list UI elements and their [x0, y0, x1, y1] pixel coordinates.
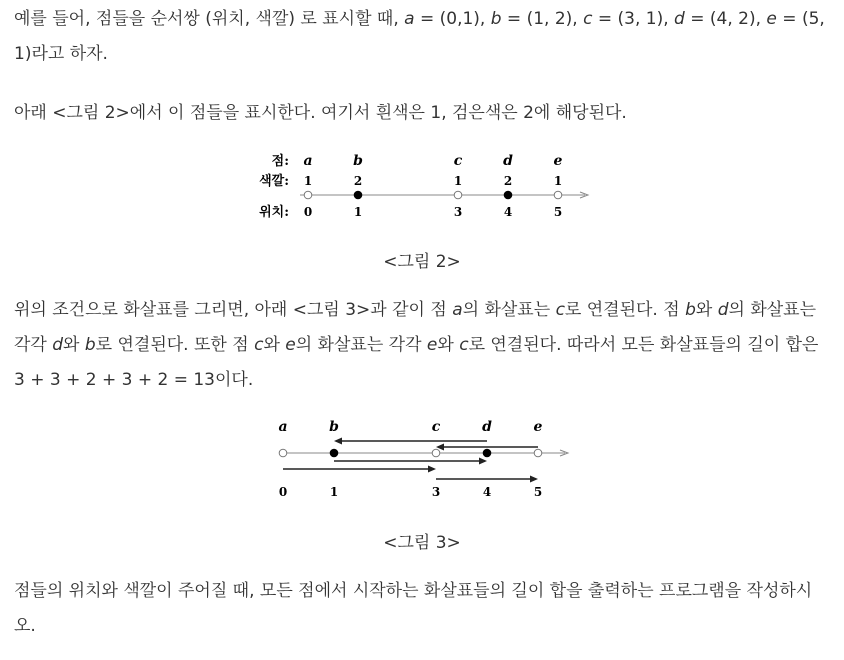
fig2-point-color: 1 [453, 174, 463, 188]
fig3-point-name: d [482, 419, 492, 435]
fig2-point-position: 0 [303, 205, 313, 219]
fig3-point-dot [432, 449, 440, 457]
fig3-point-name: b [329, 419, 339, 435]
paragraph-task: 점들의 위치와 색깔이 주어질 때, 모든 점에서 시작하는 화살표들의 길이 합을 출력하는 프로그램을 작성하시오. [14, 581, 813, 636]
fig2-point-position: 5 [553, 205, 563, 219]
fig2-point-position: 1 [353, 205, 363, 219]
fig2-point-name: a [303, 153, 313, 169]
fig3-point-position: 1 [329, 485, 339, 499]
fig2-point-color: 2 [503, 174, 513, 188]
fig2-point-color: 1 [303, 174, 313, 188]
figure-3-caption: <그림 3> [383, 533, 461, 553]
fig2-position-row-label: 위치: [259, 205, 289, 220]
fig2-point-name: d [503, 153, 513, 169]
fig2-point-position: 4 [503, 205, 513, 219]
fig3-point-dot [483, 449, 491, 457]
paragraph-figure2-intro: 아래 <그림 2>에서 이 점들을 표시한다. 여기서 흰색은 1, 검은색은 2에 해당된다. [14, 103, 627, 123]
fig3-arrow-head [479, 458, 487, 465]
fig3-point-position: 4 [482, 485, 492, 499]
fig3-point-position: 5 [533, 485, 543, 499]
fig2-point-row-label: 점: [271, 154, 289, 169]
fig3-point-name: a [278, 419, 288, 435]
fig3-point-name: c [431, 419, 441, 435]
fig3-point-dot [279, 449, 287, 457]
fig3-point-name: e [533, 419, 543, 435]
fig3-arrow-head [428, 466, 436, 473]
fig3-arrow-head [334, 438, 342, 445]
fig3-point-position: 0 [278, 485, 288, 499]
paragraph-arrows-explanation: 위의 조건으로 화살표를 그리면, 아래 <그림 3>과 같이 점 a의 화살표는 c로 연결된다. 점 b와 d의 화살표는 각각 d와 b로 연결된다. 또한 점 c와 e의 화살표는 각각 e와 c로 연결된다. 따라서 모든 화살표들의 길이 합은 3 + 3 + 2 + 3 + 2 = 13이다. [14, 300, 819, 390]
fig2-point-position: 3 [453, 205, 463, 219]
fig3-point-position: 3 [431, 485, 441, 499]
fig2-point-color: 2 [353, 174, 363, 188]
fig2-point-name: b [353, 153, 363, 169]
fig3-arrow-head [530, 476, 538, 483]
fig3-point-dot [534, 449, 542, 457]
paragraph-example-points: 예를 들어, 점들을 순서쌍 (위치, 색깔) 로 표시할 때, a = (0,1), b = (1, 2), c = (3, 1), d = (4, 2), e = (5, 1)라고 하자. [14, 9, 825, 64]
fig3-point-dot [330, 449, 338, 457]
fig2-point-color: 1 [553, 174, 563, 188]
fig2-color-row-label: 색깔: [259, 174, 289, 189]
figure-2-caption: <그림 2> [383, 252, 461, 272]
fig2-point-name: e [553, 153, 563, 169]
fig2-point-name: c [453, 153, 463, 169]
